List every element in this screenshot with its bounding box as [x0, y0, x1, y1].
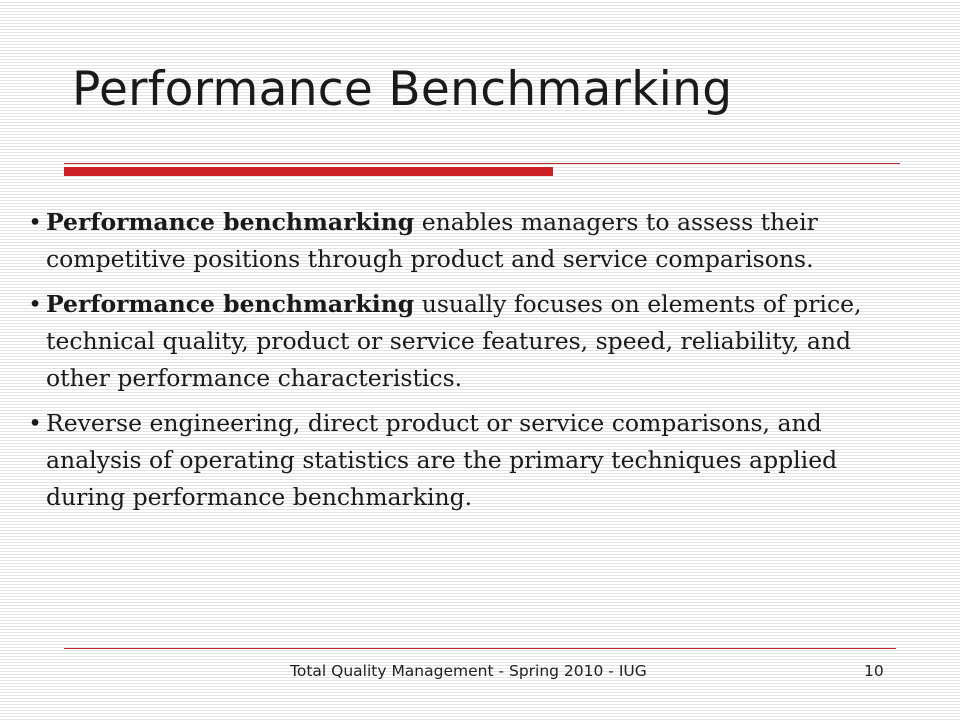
slide-number: 10: [864, 662, 884, 680]
bullet-text: Reverse engineering, direct product or service comparisons, and analysis of operating statistics are the primary techniques applied during performance benchmarking.: [46, 409, 838, 511]
bullet-text: enables managers to assess their competitive positions through product and service comparisons.: [46, 208, 818, 273]
bullet-dot-icon: •: [28, 290, 42, 318]
bullet-dot-icon: •: [28, 409, 42, 437]
bullet-dot-icon: •: [28, 208, 42, 236]
bullet-text: usually focuses on elements of price, technical quality, product or service features, speed, reliability, and other performance characteristics.: [46, 290, 862, 392]
bullet-item: [28, 405, 908, 516]
bullet-bold-text: Performance benchmarking: [46, 290, 415, 318]
title-underline-bar: [64, 167, 553, 176]
footer-divider: [64, 648, 896, 649]
bullet-item: [28, 286, 908, 397]
bullet-bold-text: Performance benchmarking: [46, 208, 415, 236]
bullet-item: [28, 204, 908, 278]
slide-title: Performance Benchmarking: [72, 62, 733, 117]
footer-text: Total Quality Management - Spring 2010 - IUG: [290, 662, 647, 680]
title-underline-thin: [64, 163, 900, 164]
bullet-list: [28, 204, 908, 524]
